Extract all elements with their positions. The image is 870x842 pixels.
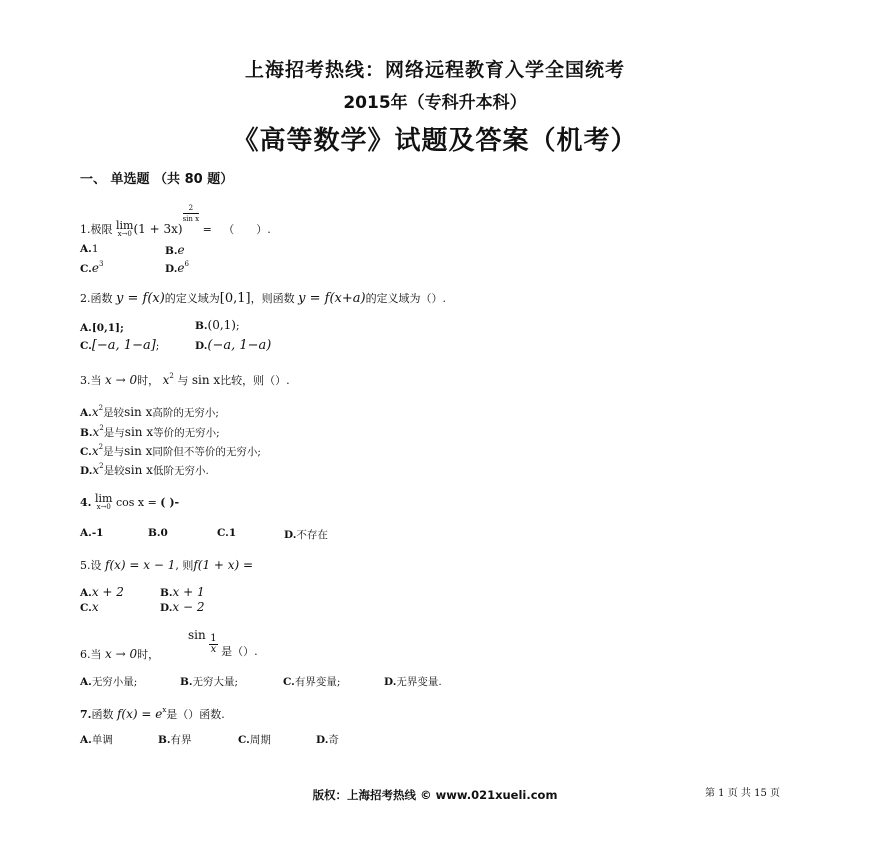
option-text: 无穷大量; bbox=[192, 676, 239, 688]
option-b[interactable] bbox=[165, 243, 185, 257]
option-label: B. bbox=[158, 734, 171, 746]
option-d[interactable] bbox=[195, 338, 271, 353]
option-text: 无穷小量; bbox=[91, 676, 138, 688]
question-suffix: 是（）. bbox=[221, 645, 258, 658]
formula-1: f(x) = e bbox=[116, 707, 163, 721]
option-label: A. bbox=[80, 243, 92, 255]
option-d[interactable] bbox=[160, 600, 204, 614]
option-text: x + 2 bbox=[91, 585, 124, 599]
option-d[interactable] bbox=[316, 732, 339, 747]
option-c[interactable] bbox=[217, 527, 236, 539]
option-tail: ; bbox=[235, 320, 240, 332]
option-var: x bbox=[91, 444, 99, 458]
sin-fraction bbox=[188, 628, 258, 659]
lim-text: lim bbox=[116, 219, 134, 232]
lim-under: x→0 bbox=[117, 230, 132, 238]
option-text: 1 bbox=[228, 527, 237, 539]
option-text: (0,1) bbox=[207, 318, 236, 332]
option-label: B. bbox=[180, 676, 193, 688]
question-text: 的定义域为 bbox=[164, 292, 220, 305]
option-label: B. bbox=[195, 320, 208, 332]
question-text: ，则函数 bbox=[250, 292, 295, 305]
option-label: A. bbox=[80, 676, 92, 688]
question-suffix: （ ）. bbox=[223, 223, 271, 236]
question-number: 4. bbox=[80, 496, 92, 509]
option-b[interactable] bbox=[148, 527, 168, 539]
option-label: D. bbox=[80, 465, 93, 477]
equals-sign: = bbox=[202, 223, 212, 236]
formula-1: x → 0 bbox=[105, 373, 138, 387]
option-sin: sin x bbox=[124, 425, 154, 439]
option-label: D. bbox=[384, 676, 397, 688]
option-label: C. bbox=[80, 602, 92, 614]
formula-2: f(1 + x) = bbox=[193, 558, 254, 572]
option-text: (−a, 1−a) bbox=[207, 338, 272, 353]
option-text: [−a, 1−a] bbox=[91, 338, 156, 353]
option-d[interactable] bbox=[80, 462, 209, 478]
option-text: 有界 bbox=[170, 734, 192, 746]
question-text: 函数 bbox=[90, 292, 113, 305]
option-label: C. bbox=[238, 734, 250, 746]
option-d[interactable] bbox=[284, 527, 328, 542]
option-label: B. bbox=[80, 427, 93, 439]
option-sup: 2 bbox=[98, 443, 104, 451]
option-text: [0,1]; bbox=[91, 322, 124, 334]
option-label: C. bbox=[80, 446, 92, 458]
footer-copyright: 版权：上海招考热线 © www.021xueli.com bbox=[312, 788, 558, 802]
option-sup: 2 bbox=[99, 462, 104, 470]
question-6 bbox=[80, 646, 159, 662]
option-text: 1 bbox=[91, 243, 99, 255]
question-number: 2. bbox=[80, 292, 91, 305]
option-c[interactable] bbox=[80, 600, 99, 614]
option-text: e bbox=[177, 243, 185, 257]
formula-sup: x bbox=[162, 706, 167, 714]
option-text: 奇 bbox=[328, 734, 339, 746]
option-text: 无界变量. bbox=[396, 676, 442, 688]
question-3 bbox=[80, 372, 290, 388]
option-d[interactable] bbox=[165, 260, 189, 275]
option-label: C. bbox=[80, 340, 92, 352]
option-text: x bbox=[91, 600, 99, 614]
formula-1: y = f(x) bbox=[116, 291, 165, 306]
option-a[interactable] bbox=[80, 585, 124, 599]
question-text: 极限 bbox=[90, 223, 113, 236]
title-line-1: 上海招考热线：网络远程教育入学全国统考 bbox=[244, 59, 625, 81]
option-label: C. bbox=[283, 676, 295, 688]
question-number: 7. bbox=[80, 708, 92, 721]
title-line-2: 2015年（专科升本科） bbox=[343, 93, 527, 113]
option-text: 有界变量; bbox=[294, 676, 341, 688]
question-2 bbox=[80, 290, 446, 306]
option-tail: ; bbox=[155, 340, 160, 352]
limit-operator bbox=[95, 494, 112, 512]
exponent-fraction bbox=[183, 203, 200, 224]
formula-sup: 2 bbox=[169, 372, 174, 380]
option-text: 低阶无穷小. bbox=[152, 465, 209, 477]
option-text: x + 1 bbox=[172, 585, 205, 599]
question-1 bbox=[80, 203, 271, 239]
question-suffix: 比较，则（）. bbox=[220, 374, 290, 387]
exp-den: sin x bbox=[182, 215, 200, 223]
option-text: 0 bbox=[160, 527, 168, 539]
option-sup: 2 bbox=[98, 404, 104, 412]
question-number: 6. bbox=[80, 648, 91, 661]
lim-text: lim bbox=[94, 492, 113, 505]
formula-2: x bbox=[162, 373, 170, 387]
formula-body: (1 + 3x) bbox=[133, 222, 183, 236]
frac-den: x bbox=[210, 643, 217, 655]
option-sin: sin x bbox=[124, 463, 153, 477]
option-b[interactable] bbox=[160, 585, 205, 599]
option-label: C. bbox=[80, 263, 92, 275]
option-b[interactable] bbox=[80, 424, 220, 440]
option-sin: sin x bbox=[124, 444, 153, 458]
option-sup: 6 bbox=[184, 260, 189, 268]
option-a[interactable] bbox=[80, 527, 103, 539]
option-d[interactable] bbox=[384, 674, 442, 689]
option-sup: 2 bbox=[99, 424, 104, 432]
question-number: 5. bbox=[80, 559, 91, 572]
option-a[interactable] bbox=[80, 732, 113, 747]
option-a[interactable] bbox=[80, 243, 99, 255]
question-suffix: ( )- bbox=[160, 496, 180, 509]
formula-1: x → 0 bbox=[105, 647, 138, 661]
question-text: 与 bbox=[177, 374, 189, 387]
option-label: D. bbox=[160, 602, 173, 614]
option-label: A. bbox=[80, 587, 92, 599]
option-text: 同阶但不等价的无穷小; bbox=[152, 446, 261, 458]
option-label: C. bbox=[217, 527, 229, 539]
question-text: 当 bbox=[90, 374, 102, 387]
option-a[interactable] bbox=[80, 674, 137, 689]
option-b[interactable] bbox=[180, 674, 238, 689]
option-text: 周期 bbox=[249, 734, 271, 746]
option-b[interactable] bbox=[195, 318, 240, 332]
option-text: 是较 bbox=[103, 465, 125, 477]
exp-num: 2 bbox=[183, 203, 200, 214]
formula-3: y = f(x+a) bbox=[298, 291, 366, 306]
option-sin: sin x bbox=[124, 405, 153, 419]
question-text: 函数 bbox=[91, 708, 114, 721]
option-c[interactable] bbox=[80, 338, 159, 353]
option-c[interactable] bbox=[80, 443, 261, 459]
option-var: x bbox=[92, 425, 100, 439]
option-text: 是与 bbox=[103, 427, 125, 439]
option-text: x − 2 bbox=[172, 600, 205, 614]
option-label: B. bbox=[160, 587, 173, 599]
option-text: 不存在 bbox=[296, 529, 328, 541]
question-4 bbox=[80, 494, 179, 512]
question-5 bbox=[80, 557, 253, 573]
question-text: , 则 bbox=[175, 559, 194, 572]
option-label: A. bbox=[80, 407, 92, 419]
option-label: D. bbox=[165, 263, 178, 275]
frac-num: 1 bbox=[210, 632, 217, 644]
option-label: A. bbox=[80, 527, 92, 539]
question-number: 1. bbox=[80, 223, 91, 236]
question-suffix: 的定义域为（）. bbox=[365, 292, 447, 305]
question-text: 时， bbox=[137, 374, 160, 387]
option-var: x bbox=[91, 405, 99, 419]
option-b[interactable] bbox=[158, 732, 192, 747]
fraction bbox=[209, 634, 217, 655]
formula-2: [0,1] bbox=[219, 291, 251, 306]
option-label: A. bbox=[80, 734, 92, 746]
option-text: e bbox=[91, 261, 99, 275]
lim-under: x→0 bbox=[96, 503, 111, 511]
limit-operator bbox=[116, 221, 133, 239]
section-heading: 一、 单选题 （共 80 题） bbox=[80, 172, 234, 187]
title-line-3: 《高等数学》试题及答案（机考） bbox=[232, 126, 638, 156]
option-text: 是较 bbox=[103, 407, 125, 419]
question-7 bbox=[80, 706, 225, 722]
question-suffix: 是（）函数. bbox=[166, 708, 225, 721]
option-sup: 3 bbox=[98, 260, 104, 268]
option-label: D. bbox=[195, 340, 208, 352]
option-a[interactable] bbox=[80, 404, 219, 420]
option-text: 是与 bbox=[103, 446, 125, 458]
option-text: 等价的无穷小; bbox=[153, 427, 220, 439]
option-label: D. bbox=[284, 529, 297, 541]
question-text: 时， bbox=[137, 648, 160, 661]
sin-text: sin bbox=[188, 628, 206, 642]
question-number: 3. bbox=[80, 374, 91, 387]
formula-1: f(x) = x − 1 bbox=[105, 558, 176, 572]
option-label: A. bbox=[80, 322, 92, 334]
formula-3: sin x bbox=[191, 373, 221, 387]
option-label: D. bbox=[316, 734, 329, 746]
option-label: B. bbox=[165, 245, 178, 257]
option-text: 单调 bbox=[91, 734, 113, 746]
question-text: 设 bbox=[90, 559, 102, 572]
page-number: 第 1 页 共 15 页 bbox=[705, 788, 780, 799]
option-text: -1 bbox=[91, 527, 104, 539]
formula-body: cos x = bbox=[115, 496, 157, 509]
option-c[interactable] bbox=[283, 674, 340, 689]
option-text: e bbox=[177, 261, 185, 275]
option-label: B. bbox=[148, 527, 161, 539]
question-text: 当 bbox=[90, 648, 102, 661]
option-a[interactable] bbox=[80, 322, 124, 334]
option-c[interactable] bbox=[80, 260, 103, 275]
option-c[interactable] bbox=[238, 732, 271, 747]
option-var: x bbox=[92, 463, 100, 477]
option-text: 高阶的无穷小; bbox=[152, 407, 219, 419]
